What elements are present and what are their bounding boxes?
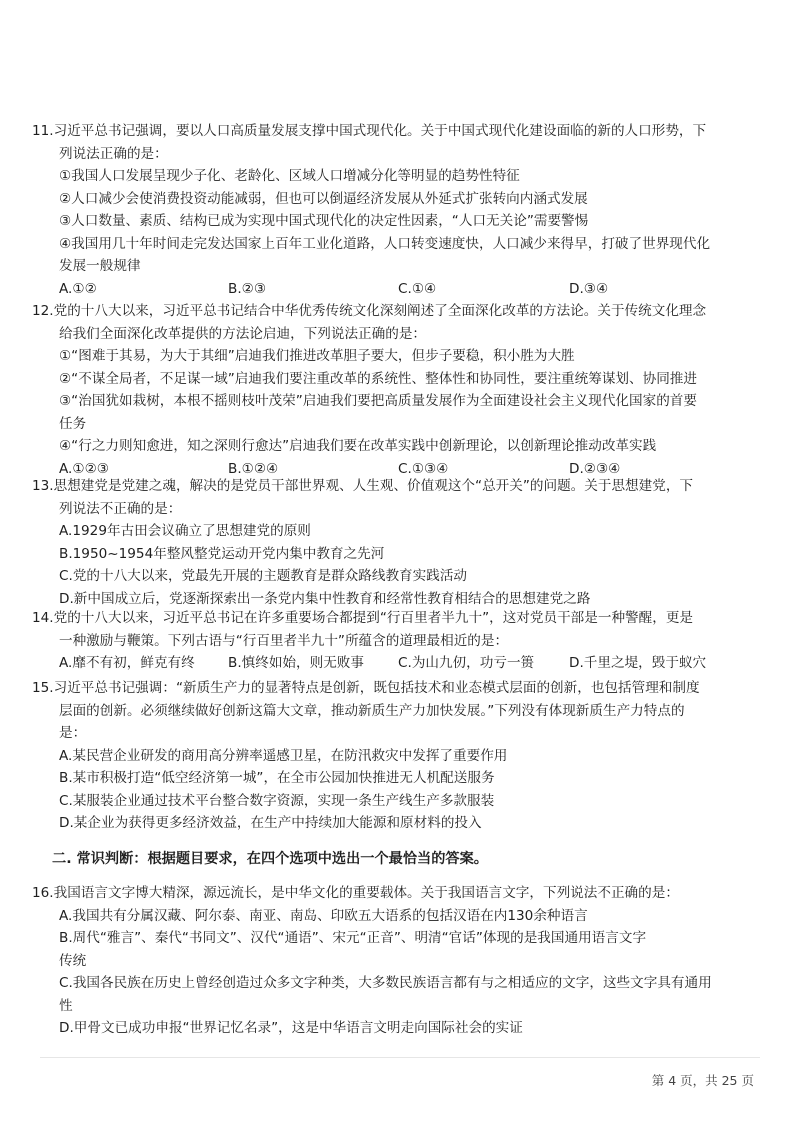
question-13	[32, 475, 752, 610]
question-stem: 16.我国语言文字博大精深，源远流长，是中华文化的重要载体。关于我国语言文字，下列说法不正确的是：	[32, 885, 679, 901]
question-stem: 11.习近平总书记强调，要以人口高质量发展支撑中国式现代化。关于中国式现代化建设面临的新的人口形势，下	[32, 123, 707, 139]
option-c[interactable]: C.某服装企业通过技术平台整合数字资源，实现一条生产线生产多款服装	[59, 792, 495, 809]
question-stem: 层面的创新。必须继续做好创新这篇大文章，推动新质生产力加快发展。”下列没有体现新质生产力特点的	[59, 702, 685, 719]
statement: ④我国用几十年时间走完发达国家上百年工业化道路，人口转变速度快，人口减少来得早，打破了世界现代化	[59, 235, 711, 252]
question-stem: 12.党的十八大以来，习近平总书记结合中华优秀传统文化深刻阐述了全面深化改革的方法论。关于传统文化理念	[32, 303, 707, 319]
statement: ①我国人口发展呈现少子化、老龄化、区域人口增减分化等明显的趋势性特征	[59, 168, 520, 184]
statement: ②人口减少会使消费投资动能减弱，但也可以倒逼经济发展从外延式扩张转向内涵式发展	[59, 190, 588, 207]
option-c[interactable]: C.为山九仞，功亏一篑	[398, 655, 535, 671]
question-stem: 15.习近平总书记强调：“新质生产力的显著特点是创新，既包括技术和业态模式层面的创新，也包括管理和制度	[32, 680, 700, 696]
option-b[interactable]: B.某市积极打造“低空经济第一城”，在全市公园加快推进无人机配送服务	[59, 770, 495, 786]
page-number: 第 4 页，共 25 页	[651, 1073, 754, 1088]
option-a[interactable]: A.靡不有初，鲜克有终	[59, 655, 195, 671]
option-c[interactable]: C.党的十八大以来，党最先开展的主题教育是群众路线教育实践活动	[59, 568, 468, 584]
option-c-continued: 性	[59, 997, 73, 1014]
option-a[interactable]: A.我国共有分属汉藏、阿尔泰、南亚、南岛、印欧五大语系的包括汉语在内130余种语言	[59, 907, 588, 924]
question-15	[32, 677, 752, 835]
option-c[interactable]: C.①③④	[398, 460, 449, 477]
section-heading: 二. 常识判断：根据题目要求，在四个选项中选出一个最恰当的答案。	[52, 851, 488, 867]
option-d[interactable]: D.②③④	[569, 460, 621, 477]
statement: ③“治国犹如栽树，本根不摇则枝叶茂荣”启迪我们要把高质量发展作为全面建设社会主义现代化国家的首要	[59, 393, 697, 409]
question-stem: 14.党的十八大以来，习近平总书记在许多重要场合都提到“行百里者半九十”，这对党员干部是一种警醒，更是	[32, 610, 694, 626]
option-a[interactable]: A.①②③	[59, 460, 109, 477]
answer-options	[32, 278, 752, 301]
question-12	[32, 300, 752, 480]
option-a[interactable]: A.①②	[59, 280, 97, 297]
statement: ④“行之力则知愈进，知之深则行愈达”启迪我们要在改革实践中创新理论，以创新理论推动改革实践	[59, 438, 657, 454]
option-b[interactable]: B.1950~1954年整风整党运动开党内集中教育之先河	[59, 545, 385, 562]
option-d[interactable]: D.③④	[569, 280, 609, 297]
question-stem: 一种激励与鞭策。下列古语与“行百里者半九十”所蕴含的道理最相近的是：	[59, 632, 509, 649]
option-d[interactable]: D.新中国成立后，党逐渐探索出一条党内集中性教育和经常性教育相结合的思想建党之路	[59, 590, 591, 607]
option-d[interactable]: D.甲骨文已成功申报“世界记忆名录”，这是中华语言文明走向国际社会的实证	[59, 1020, 523, 1036]
option-a[interactable]: A.1929年古田会议确立了思想建党的原则	[59, 523, 311, 539]
answer-options	[32, 652, 752, 675]
question-11	[32, 120, 752, 300]
footer-divider	[40, 1057, 760, 1058]
statement: ③人口数量、素质、结构已成为实现中国式现代化的决定性因素，“人口无关论”需要警惕	[59, 213, 589, 229]
option-b[interactable]: B.周代“雅言”、秦代“书同文”、汉代“通语”、宋元“正音”、明清“官话”体现的是我国通用语言文字	[59, 930, 647, 946]
option-b[interactable]: B.①②④	[228, 460, 279, 477]
statement: ①“图难于其易，为大于其细”启迪我们推进改革胆子要大，但步子要稳，积小胜为大胜	[59, 348, 575, 364]
option-b[interactable]: B.②③	[228, 280, 267, 297]
option-a[interactable]: A.某民营企业研发的商用高分辨率遥感卫星，在防汛救灾中发挥了重要作用	[59, 747, 508, 764]
question-stem: 列说法正确的是：	[59, 145, 168, 162]
question-stem: 是：	[59, 725, 87, 741]
statement: 发展一般规律	[59, 258, 141, 274]
option-c[interactable]: C.①④	[398, 280, 437, 297]
option-b[interactable]: B.慎终如始，则无败事	[228, 655, 364, 671]
option-b-continued: 传统	[59, 952, 87, 969]
statement: ②“不谋全局者，不足谋一域”启迪我们要注重改革的系统性、整体性和协同性，要注重统筹谋划、协同推进	[59, 370, 697, 387]
question-stem: 列说法不正确的是：	[59, 500, 182, 517]
question-stem: 13.思想建党是党建之魂，解决的是党员干部世界观、人生观、价值观这个“总开关”的问题。关于思想建党，下	[32, 478, 694, 494]
option-d[interactable]: D.千里之堤，毁于蚁穴	[569, 655, 707, 671]
option-d[interactable]: D.某企业为获得更多经济效益，在生产中持续加大能源和原材料的投入	[59, 815, 482, 831]
statement: 任务	[59, 415, 87, 432]
question-16	[32, 882, 752, 1040]
question-14	[32, 607, 752, 675]
question-stem: 给我们全面深化改革提供的方法论启迪，下列说法正确的是：	[59, 325, 427, 342]
option-c[interactable]: C.我国各民族在历史上曾经创造过众多文字种类，大多数民族语言都有与之相适应的文字，这些文字具有通用	[59, 975, 712, 991]
